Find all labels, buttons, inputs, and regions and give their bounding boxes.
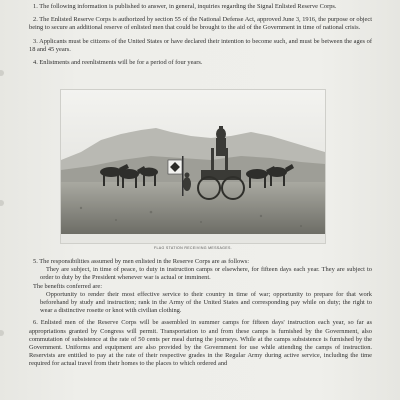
paragraph-1: 1. The following information is published to answer, in general, inquiries regarding the Signal Enlisted Reserve Corps. <box>33 3 337 10</box>
section-5-intro: 5. The responsibilities assumed by men enlisted in the Reserve Corps are as follows: <box>33 258 250 265</box>
section-6: 6. Enlisted men of the Reserve Corps will be assembled in summer camps for fifteen days' instruction each year, so far as appropriations granted by Congress will permit. Transportation to and from these camps is furnished by the Government, also commutation of subsistence at the rate of 50 cents per meal during the journeys. While at the camps subsistence is furnished by the Government. Uniforms and equipment are also provided by the Government for use while attending the camps of instruction. Reservists are entitled to pay at the rate of their respective grades in the Regular Army during active service, including the time required for actual travel from their homes to the places to which ordered and <box>29 319 372 368</box>
signal-flag-photo <box>61 90 325 234</box>
paragraph-2: 2. The Enlisted Reserve Corps is authorized by section 55 of the National Defense Act, approved June 3, 1916, the purpose or object being to secure an additional reserve of enlisted men that could be brought to the aid of the Government in time of national crisis. <box>29 16 372 32</box>
photo-caption: FLAG STATION RECEIVING MESSAGES. <box>154 246 232 250</box>
paragraph-4: 4. Enlistments and reenlistments will be for a period of four years. <box>33 59 203 67</box>
section-5-duties: They are subject, in time of peace, to duty in instruction camps or elsewhere, for fifteen days each year. They are subject to order to duty by the President whenever war is actual or imminent. <box>40 266 372 282</box>
section-5 <box>0 258 400 369</box>
top-paragraphs <box>0 3 400 67</box>
binder-hole <box>0 200 4 206</box>
photo-mount-strip <box>61 234 325 243</box>
benefits-text: Opportunity to render their most effective service to their country in time of war; opportunity to prepare for that work beforehand by study and instruction; rank in the Army of the United States and corresponding pay while on duty; the right to wear a distinctive rosette or knot with civilian clothing. <box>40 290 372 315</box>
photograph-frame <box>60 89 326 244</box>
benefits-label: The benefits conferred are: <box>33 282 103 290</box>
binder-hole <box>0 70 4 76</box>
paragraph-3: 3. Applicants must be citizens of the United States or have declared their intention to become such, and must be between the ages of 18 and 45 years. <box>29 37 372 53</box>
